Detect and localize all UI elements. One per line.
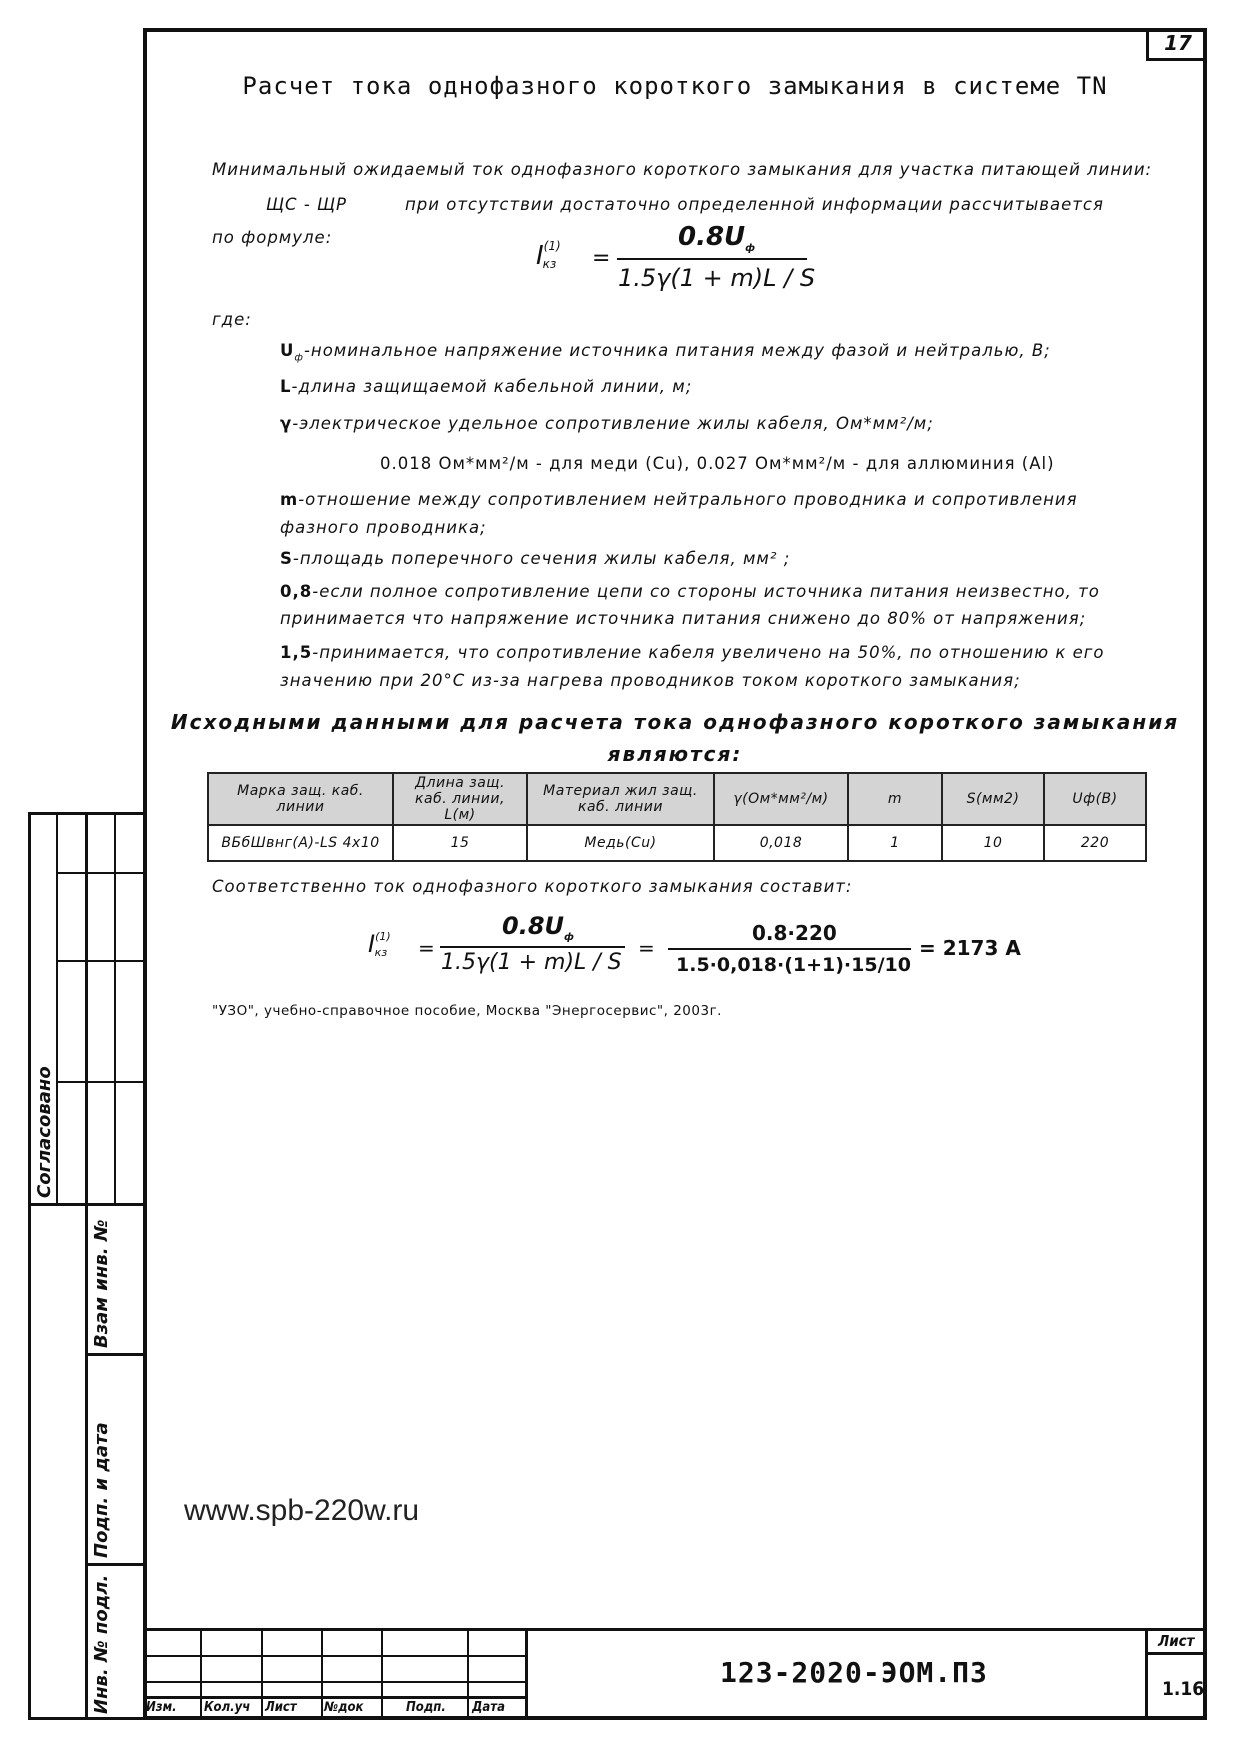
stamp-divider <box>321 1628 323 1720</box>
formula2-denominator-1: 1.5γ(1 + m)L / S <box>441 950 622 975</box>
table-cell: 1 <box>848 825 942 861</box>
strip-divider <box>56 960 143 962</box>
strip-divider <box>56 812 58 1204</box>
definition-08: 0,8-если полное сопротивление цепи со стороны источника питания неизвестно, то <box>280 582 1100 601</box>
reference-note: "УЗО", учебно-справочное пособие, Москва "Энергосервис", 2003г. <box>212 1003 722 1019</box>
result-intro: Соответственно ток однофазного короткого замыкания составит: <box>212 877 853 896</box>
section-heading-cont: являются: <box>607 742 743 766</box>
stamp-divider <box>381 1628 383 1720</box>
agreed-label: Согласовано <box>34 1066 55 1198</box>
table-cell: ВБбШвнг(А)-LS 4х10 <box>208 825 393 861</box>
stamp-divider <box>143 1696 525 1699</box>
where-label: где: <box>212 310 252 329</box>
definition-m-cont: фазного проводника; <box>280 518 487 537</box>
stamp-divider <box>261 1628 263 1720</box>
definition-m: m-отношение между сопротивлением нейтрального проводника и сопротивления <box>280 490 1078 509</box>
stamp-label-count: Кол.уч <box>204 1700 251 1715</box>
stamp-divider <box>143 1655 525 1657</box>
input-data-table <box>207 772 1147 862</box>
table-cell: Медь(Cu) <box>527 825 714 861</box>
resistivity-line: 0.018 Ом*мм²/м - для меди (Cu), 0.027 Ом*мм²/м - для аллюминия (Al) <box>380 454 1055 473</box>
strip-divider <box>56 1081 143 1083</box>
strip-divider <box>114 812 116 1204</box>
intro-line-2-left: ЩС - ЩР <box>266 195 348 214</box>
formula1-numerator: $0.8U_ф$ <box>678 222 756 255</box>
intro-line-1: Минимальный ожидаемый ток однофазного короткого замыкания для участка питающей линии: <box>212 160 1153 179</box>
stamp-label-signature: Подп. <box>406 1700 446 1715</box>
table-header-cell: m <box>848 773 942 825</box>
table-header-cell: S(мм2) <box>942 773 1044 825</box>
strip-divider <box>85 1353 143 1356</box>
strip-divider <box>85 812 88 1720</box>
formula2-numerator-1: $0.8U_ф$ <box>502 912 574 943</box>
formula1-eq: = <box>592 246 611 271</box>
stamp-label-sheet: Лист <box>265 1700 297 1715</box>
table-header-cell: Марка защ. каб. линии <box>208 773 393 825</box>
definition-s: S-площадь поперечного сечения жилы кабеля, мм² ; <box>280 549 791 568</box>
definition-15: 1,5-принимается, что сопротивление кабеля увеличено на 50%, по отношению к его <box>280 643 1105 662</box>
stamp-label-docnum: №док <box>324 1700 364 1715</box>
formula2-denominator-2: 1.5·0,018·(1+1)·15/10 <box>676 954 911 976</box>
definition-l: L-длина защищаемой кабельной линии, м; <box>280 377 693 396</box>
formula2-eq1: = <box>418 936 435 960</box>
stamp-label-date: Дата <box>472 1700 505 1715</box>
formula2-numerator-2: 0.8·220 <box>752 921 837 945</box>
table-header-cell: Материал жил защ. каб. линии <box>527 773 714 825</box>
stamp-sheet-label: Лист <box>1158 1632 1195 1650</box>
page-title: Расчет тока однофазного короткого замыкания в системе TN <box>242 72 1108 100</box>
definition-08-cont: принимается что напряжение источника питания снижено до 80% от напряжения; <box>280 609 1087 628</box>
original-inventory-label: Инв. № подл. <box>91 1574 112 1714</box>
stamp-sheet-value: 1.16 <box>1162 1678 1205 1700</box>
signature-date-label: Подп. и дата <box>91 1422 112 1558</box>
definition-15-cont: значению при 20°С из-за нагрева проводников током короткого замыкания; <box>280 671 1021 690</box>
section-heading: Исходными данными для расчета тока однофазного короткого замыкания <box>170 710 1180 734</box>
table-cell: 0,018 <box>714 825 848 861</box>
watermark-url: www.spb-220w.ru <box>184 1494 420 1527</box>
stamp-label-change: Изм. <box>146 1700 177 1715</box>
formula2-fraction-bar-2 <box>668 948 911 950</box>
formula1-denominator: 1.5γ(1 + m)L / S <box>618 264 816 292</box>
stamp-divider <box>200 1628 202 1720</box>
formula2-fraction-bar-1 <box>440 946 625 948</box>
stamp-divider <box>1145 1652 1207 1655</box>
strip-divider <box>56 872 143 874</box>
formula2-lhs: $I^{(1)}кз$ <box>368 930 391 959</box>
document-code: 123-2020-ЭОМ.ПЗ <box>720 1656 988 1689</box>
table-header-cell: Длина защ. каб. линии, L(м) <box>393 773 527 825</box>
formula2-result: = 2173 А <box>919 936 1021 960</box>
stamp-divider <box>525 1628 528 1720</box>
definition-uf: $U_ф$-номинальное напряжение источника питания между фазой и нейтралью, В; <box>280 341 1051 364</box>
replacement-inventory-label: Взам инв. № <box>91 1219 112 1348</box>
strip-divider <box>28 1203 143 1206</box>
intro-line-3: по формуле: <box>212 228 333 247</box>
formula1-lhs: $I^{(1)}кз$ <box>536 239 561 271</box>
formula1-fraction-bar <box>617 258 807 260</box>
sheet-number: 17 <box>1146 28 1207 61</box>
table-cell: 10 <box>942 825 1044 861</box>
table-cell: 220 <box>1044 825 1146 861</box>
title-block <box>143 1628 1207 1720</box>
table-header-cell: Uф(В) <box>1044 773 1146 825</box>
formula2-eq2: = <box>638 936 655 960</box>
table-row <box>208 825 1146 861</box>
table-header-cell: γ(Ом*мм²/м) <box>714 773 848 825</box>
strip-divider <box>85 1563 143 1566</box>
stamp-divider <box>143 1681 525 1683</box>
definition-gamma: γ-электрическое удельное сопротивление жилы кабеля, Ом*мм²/м; <box>280 414 934 433</box>
table-cell: 15 <box>393 825 527 861</box>
stamp-divider <box>1145 1628 1148 1720</box>
intro-line-2-right: при отсутствии достаточно определенной информации рассчитывается <box>405 195 1104 214</box>
table-header-row <box>208 773 1146 825</box>
stamp-divider <box>467 1628 469 1720</box>
